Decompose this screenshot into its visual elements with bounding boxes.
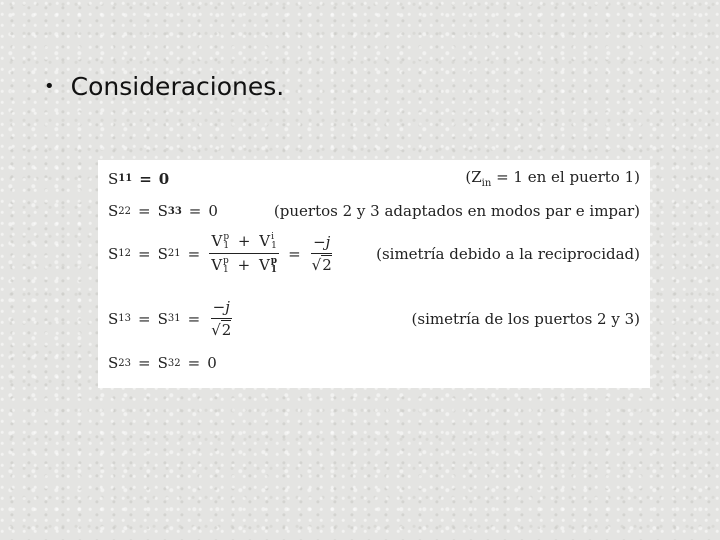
superscript: i [271,232,274,242]
equation-s11 [108,170,169,188]
slide-heading: Consideraciones. [70,72,285,101]
equation-row-s22 [108,202,640,220]
v-indices [271,257,277,275]
equation-s23-s32 [108,354,217,372]
value-zero: 0 [207,354,217,372]
subscript: 32 [167,357,181,369]
note-puertos-adaptados: (puertos 2 y 3 adaptados en modos par e impar) [273,202,640,220]
equals-sign: = [139,169,152,188]
equation-s12-s21 [108,232,336,275]
subscript: 1 [223,241,230,251]
value-zero: 0 [208,202,218,220]
note-simetria-puertos: (simetría de los puertos 2 y 3) [411,309,640,328]
equation-row-s23 [108,354,640,372]
equals-sign: = [288,244,301,263]
equation-row-s12 [108,232,640,275]
subscript: 23 [118,357,132,369]
equals-sign: = [187,309,201,328]
equation-row-s13 [108,298,640,339]
symbol-v: V [259,232,271,250]
fraction-minus-j-root2 [209,298,233,339]
fraction-denominator [310,254,334,274]
subscript: 22 [118,205,132,217]
superscript: p [223,256,229,266]
sqrt-symbol: √ [311,256,322,274]
plus-sign: + [237,232,251,250]
fraction-numerator: −j [211,298,232,319]
subscript: 13 [118,313,132,324]
superscript: p [223,232,230,242]
symbol-v: V [211,232,223,250]
symbol-s: S [108,244,119,263]
symbol-s: S [108,202,119,220]
symbol-s: S [157,354,168,372]
bullet-dot: • [44,76,55,97]
fraction-numerator: −j [311,233,332,254]
equals-sign: = [138,309,151,328]
equals-sign: = [138,202,151,220]
subscript: 1 [271,241,277,251]
subscript: 1 [270,265,278,275]
equals-sign: = [187,244,201,263]
symbol-s: S [108,169,119,188]
subscript: 12 [118,248,132,259]
symbol-s: S [157,309,168,328]
equations-panel [98,160,650,388]
value-zero: 0 [158,169,170,188]
v-indices [271,233,277,251]
note-text: = 1 en el puerto 1) [491,168,640,186]
subscript: 1 [223,265,229,275]
radicand: 2 [322,256,332,274]
equals-sign: = [187,354,201,372]
subscript: 21 [167,248,181,259]
equation-s13-s31 [108,298,235,339]
fraction-minus-j-root2 [310,233,334,274]
bullet-item [44,72,284,101]
plus-sign: + [237,256,251,274]
subscript: 31 [167,313,181,324]
sqrt-symbol: √ [211,321,221,339]
superscript: p [270,256,278,266]
symbol-s: S [108,309,119,328]
equals-sign: = [188,202,202,220]
note-zin [465,168,640,189]
note-text: (Z [465,168,482,186]
fraction-numerator [209,232,278,254]
symbol-v: V [211,256,223,274]
fraction-denominator [209,319,233,339]
symbol-s: S [157,202,168,220]
symbol-s: S [157,244,168,263]
subscript: 11 [118,173,133,184]
note-reciprocidad: (simetría debido a la reciprocidad) [376,244,640,263]
v-indices [223,257,229,275]
equation-row-s11 [108,168,640,189]
v-indices [223,233,229,251]
fraction-denominator [209,254,279,275]
radicand: 2 [221,321,232,339]
subscript: 33 [167,205,182,217]
symbol-v: V [258,256,270,274]
equals-sign: = [138,244,151,263]
note-subscript: in [481,178,492,189]
symbol-s: S [108,354,119,372]
equals-sign: = [138,354,151,372]
equation-s22-s33 [108,202,218,220]
fraction-voltages [209,232,279,275]
